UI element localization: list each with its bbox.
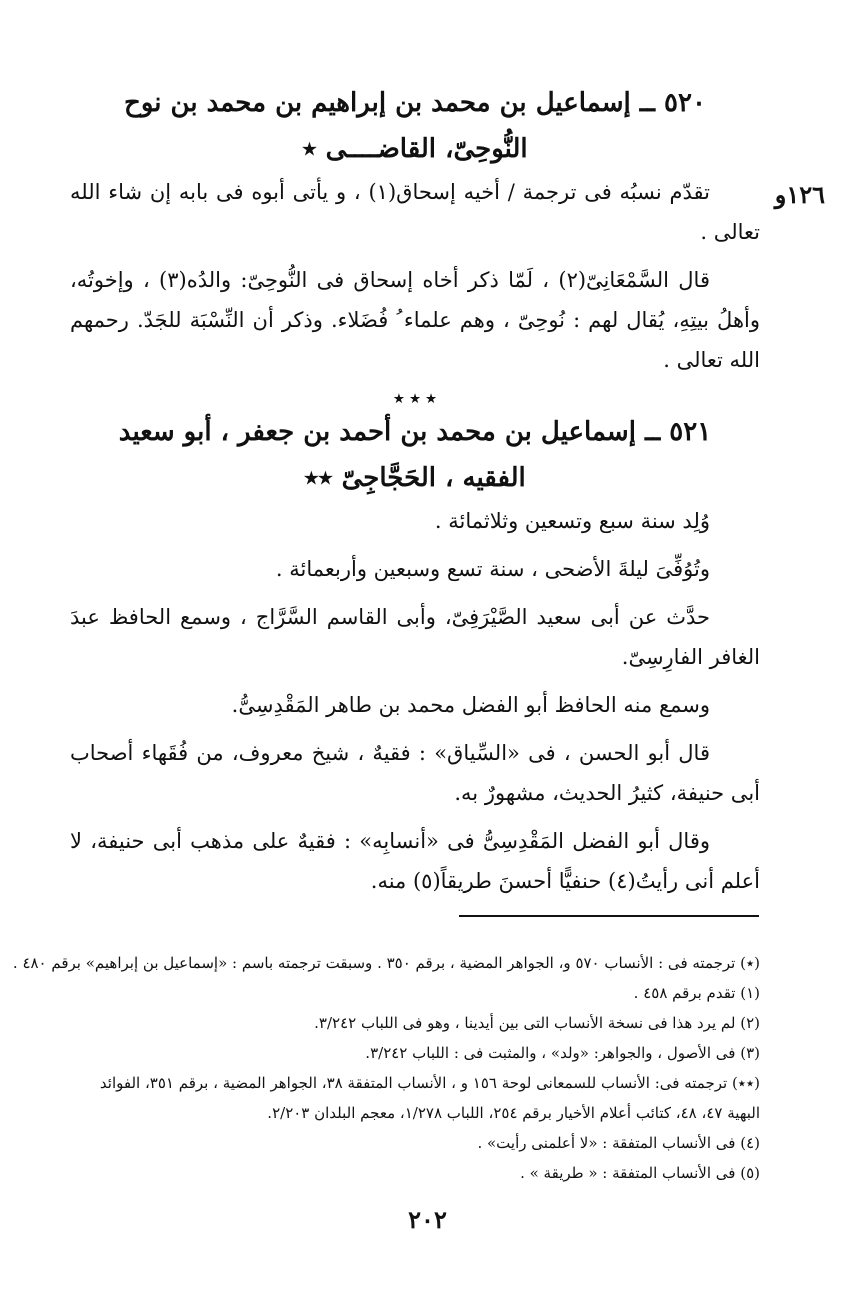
footnote: (٭٭) ترجمته فى: الأنساب للسمعانى لوحة ١٥٦ و ، الأنساب المتفقة ٣٨، الجواهر المضية ، برقم ٣٥١، الفوائد البهية ٤٧، ٤٨، كتائب أعلام الأخيار برقم ٢٥٤، اللباب ١/٢٧٨، معجم البلدان ٢/٢٠٣. [99, 1074, 760, 1122]
footnote: (٭) ترجمته فى : الأنساب ٥٧٠ و، الجواهر المضية ، برقم ٣٥٠ . وسبقت ترجمته باسم : «إسماعيل بن إبراهيم» برقم ٤٨٠ . [12, 954, 760, 972]
footnote: (٣) فى الأصول ، والجواهر: «ولد» ، والمثبت فى : اللباب ٣/٢٤٢. [365, 1044, 760, 1062]
entry-520-paragraph: تقدّم نسبُه فى ترجمة / أخيه إسحاق(١) ، و يأتى أبوه فى بابه إن شاء الله تعالى . [70, 180, 760, 244]
page-number: ٢٠٢ [408, 1205, 447, 1234]
entry-521-paragraph: وسمع منه الحافظ أبو الفضل محمد بن طاهر المَقْدِسِىُّ. [231, 693, 710, 717]
main-text [70, 80, 760, 909]
entry-521-paragraph: وُلِد سنة سبع وتسعين وثلاثمائة . [434, 509, 710, 533]
footnote: (١) تقدم برقم ٤٥٨ . [633, 984, 760, 1002]
footnote: (٥) فى الأنساب المتفقة : « طريقة » . [520, 1164, 760, 1182]
entry-520-title-line2: النُّوحِىّ، القاضــــى ٭ [302, 134, 528, 164]
footnote: (٢) لم يرد هذا فى نسخة الأنساب التى بين أيدينا ، وهو فى اللباب ٣/٢٤٢. [314, 1014, 760, 1032]
entry-521-title-line2: الفقيه ، الحَجَّاجِىّ ٭٭ [304, 463, 526, 493]
entry-521-title-line1: ٥٢١ ــ إسماعيل بن محمد بن أحمد بن جعفر ، أبو سعيد [118, 417, 712, 447]
entry-521-paragraph: حدَّث عن أبى سعيد الصَّيْرَفِىّ، وأبى القاسم السَّرَّاج ، وسمع الحافظ عبدَ الغافر الفارِسِىّ. [70, 605, 760, 669]
footnote: (٤) فى الأنساب المتفقة : «لا أعلمنى رأيت» . [477, 1134, 760, 1152]
entry-521-paragraph: وتُوُفِّىَ ليلةَ الأضحى ، سنة تسع وسبعين وأربعمائة . [275, 557, 710, 581]
manuscript-folio-note: ١٢٦و [774, 180, 825, 209]
footnote-divider [459, 915, 759, 917]
entry-521-paragraph: وقال أبو الفضل المَقْدِسِىُّ فى «أنسابِه» : فقيهٌ على مذهب أبى حنيفة، لا أعلم أنى رأيتُ(٤) حنفيًّا أحسنَ طريقاً(٥) منه. [70, 829, 760, 893]
entry-521-title [70, 409, 760, 501]
entry-520-title [70, 80, 760, 172]
entry-520-paragraph: قال السَّمْعَانِىّ(٢) ، لَمّا ذكر أخاه إسحاق فى النُّوحِىّ: والدُه(٣) ، وإخوتُه، وأهلُ بيتِهِ، يُقال لهم : نُوحِىّ ، وهم علماء ُ فُضَلاء. وذكر أن النِّسْبَة للجَدّ. رحمهم الله تعالى . [70, 268, 760, 372]
footnotes [12, 948, 760, 1188]
section-separator: ٭ ٭ ٭ [394, 388, 436, 409]
entry-520-title-line1: ٥٢٠ ــ إسماعيل بن محمد بن إبراهيم بن محمد بن نوح [124, 88, 706, 118]
entry-521-paragraph: قال أبو الحسن ، فى «السِّياق» : فقيهٌ ، شيخ معروف، من فُقَهاء أصحاب أبى حنيفة، كثيرُ الحديث، مشهورٌ به. [70, 741, 760, 805]
